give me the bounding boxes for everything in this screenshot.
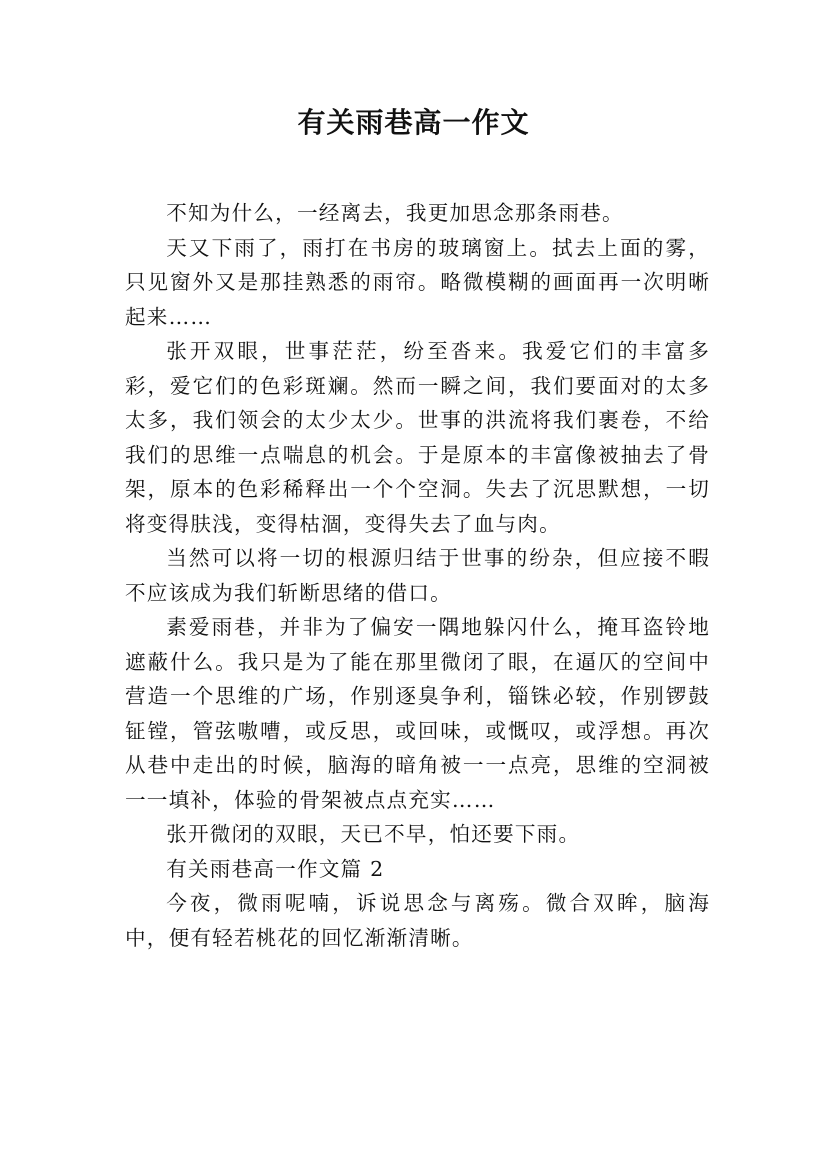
- paragraph: 素爱雨巷，并非为了偏安一隅地躲闪什么，掩耳盗铃地遮蔽什么。我只是为了能在那里微闭了眼，在逼仄的空间中营造一个思维的广场，作别逐臭争利，锱铢必较，作别锣鼓钲镗，管弦嗷嘈，或反思，或回味，或慨叹，或浮想。再次从巷中走出的时候，脑海的暗角被一一点亮，思维的空洞被一一填补，体验的骨架被点点充实……: [125, 615, 710, 812]
- paragraph: 天又下雨了，雨打在书房的玻璃窗上。拭去上面的雾，只见窗外又是那挂熟悉的雨帘。略微模糊的画面再一次明晰起来……: [125, 235, 710, 329]
- paragraph: 不知为什么，一经离去，我更加思念那条雨巷。: [166, 201, 624, 225]
- paragraph: 张开微闭的双眼，天已不早，怕还要下雨。: [166, 822, 581, 846]
- document-title: 有关雨巷高一作文: [297, 106, 530, 139]
- paragraph: 当然可以将一切的根源归结于世事的纷杂，但应接不暇不应该成为我们斩断思绪的借口。: [125, 546, 710, 605]
- section-heading: 有关雨巷高一作文篇 2: [166, 856, 385, 881]
- document-body: [125, 196, 710, 955]
- paragraph: 今夜，微雨呢喃，诉说思念与离殇。微合双眸，脑海中，便有轻若桃花的回忆渐渐清晰。: [125, 891, 710, 950]
- paragraph: 张开双眼，世事茫茫，纷至沓来。我爱它们的丰富多彩，爱它们的色彩斑斓。然而一瞬之间，我们要面对的太多太多，我们领会的太少太少。世事的洪流将我们裹卷，不给我们的思维一点喘息的机会。于是原本的丰富像被抽去了骨架，原本的色彩稀释出一个个空洞。失去了沉思默想，一切将变得肤浅，变得枯涸，变得失去了血与肉。: [125, 339, 710, 536]
